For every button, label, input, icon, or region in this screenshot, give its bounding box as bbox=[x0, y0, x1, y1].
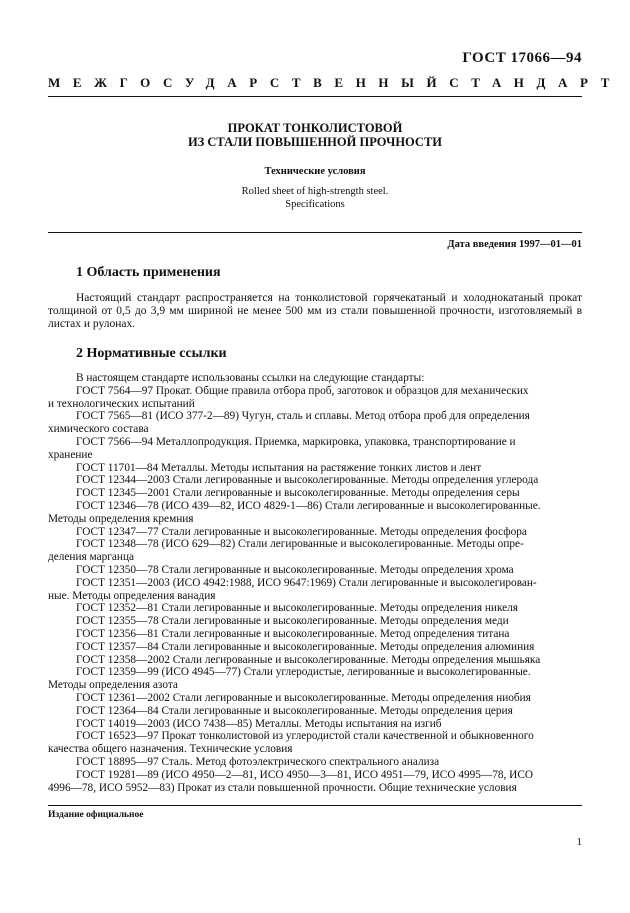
section-1-heading: 1 Область применения bbox=[76, 265, 221, 280]
interstate-word: МЕЖГОСУДАРСТВЕННЫЙ bbox=[48, 75, 450, 90]
reference-line: ГОСТ 12345—2001 Стали легированные и высоколегированные. Методы определения серы bbox=[76, 487, 520, 500]
gost-number: ГОСТ 17066—94 bbox=[462, 50, 582, 66]
reference-line: ГОСТ 12348—78 (ИСО 629—82) Стали легированные и высоколегированные. Методы опре- bbox=[76, 538, 524, 551]
reference-line: 4996—78, ИСО 5952—83) Прокат из стали повышенной прочности. Общие технические условия bbox=[48, 781, 517, 794]
reference-line: деления марганца bbox=[48, 551, 135, 564]
reference-line: ГОСТ 11701—84 Металлы. Методы испытания на растяжение тонких листов и лент bbox=[76, 461, 482, 474]
document-subtitle: Технические условия bbox=[264, 166, 366, 177]
reference-line: ГОСТ 12358—2002 Стали легированные и высоколегированные. Методы определения мышьяка bbox=[76, 653, 541, 666]
reference-line: ГОСТ 16523—97 Прокат тонколистовой из углеродистой стали качественной и обыкновенного bbox=[76, 730, 534, 743]
reference-line: ГОСТ 12356—81 Стали легированные и высоколегированные. Метод определения титана bbox=[76, 627, 510, 640]
reference-line: ГОСТ 12346—78 (ИСО 439—82, ИСО 4829-1—86) Стали легированные и высоколегированные. bbox=[76, 499, 541, 512]
reference-line: ГОСТ 19281—89 (ИСО 4950—2—81, ИСО 4950—3—81, ИСО 4951—79, ИСО 4995—78, ИСО bbox=[76, 768, 534, 781]
reference-line: ные. Методы определения ванадия bbox=[48, 589, 216, 602]
english-title-line-2: Specifications bbox=[285, 199, 345, 210]
reference-line: качества общего назначения. Технические условия bbox=[48, 743, 293, 756]
reference-line: ГОСТ 12364—84 Стали легированные и высоколегированные. Методы определения церия bbox=[76, 704, 513, 717]
reference-line: ГОСТ 7565—81 (ИСО 377-2—89) Чугун, сталь и сплавы. Метод отбора проб для определения bbox=[76, 410, 530, 423]
reference-line: Методы определения кремния bbox=[48, 512, 194, 525]
official-edition-label: Издание официальное bbox=[48, 810, 144, 820]
title-line-2: ИЗ СТАЛИ ПОВЫШЕННОЙ ПРОЧНОСТИ bbox=[187, 135, 443, 149]
reference-line: ГОСТ 12350—78 Стали легированные и высоколегированные. Методы определения хрома bbox=[76, 563, 514, 576]
reference-line: химического состава bbox=[48, 423, 149, 436]
bottom-divider bbox=[48, 805, 582, 806]
standard-header bbox=[48, 75, 623, 91]
english-title bbox=[48, 185, 582, 211]
english-title-line-1: Rolled sheet of high-strength steel. bbox=[241, 186, 389, 197]
reference-line: ГОСТ 12347—77 Стали легированные и высоколегированные. Методы определения фосфора bbox=[76, 525, 527, 538]
reference-line: ГОСТ 12359—99 (ИСО 4945—77) Стали углеродистые, легированные и высоколегированные. bbox=[76, 666, 531, 679]
section-1-text: Настоящий стандарт распространяется на тонколистовой горячекатаный и холоднокатаный прокат толщиной от 0,5 до 3,9 мм шириной не менее 500 мм из стали повышенной прочности, изготовляемый в листах и рулонах. bbox=[48, 292, 582, 330]
reference-line: ГОСТ 12352—81 Стали легированные и высоколегированные. Методы определения никеля bbox=[76, 602, 518, 615]
reference-line: ГОСТ 18895—97 Сталь. Метод фотоэлектрического спектрального анализа bbox=[76, 755, 440, 768]
reference-line: ГОСТ 12361—2002 Стали легированные и высоколегированные. Методы определения ниобия bbox=[76, 691, 531, 704]
reference-line: и технологических испытаний bbox=[48, 397, 195, 410]
standard-word: СТАНДАРТ bbox=[449, 75, 623, 90]
reference-line: ГОСТ 12344—2003 Стали легированные и высоколегированные. Методы определения углерода bbox=[76, 474, 539, 487]
reference-line: хранение bbox=[48, 448, 93, 461]
reference-line: ГОСТ 12357—84 Стали легированные и высоколегированные. Методы определения алюминия bbox=[76, 640, 535, 653]
references-list bbox=[48, 372, 582, 794]
title-divider bbox=[48, 232, 582, 233]
top-divider bbox=[48, 96, 582, 97]
reference-line: ГОСТ 14019—2003 (ИСО 7438—85) Металлы. Методы испытания на изгиб bbox=[76, 717, 442, 730]
page-number: 1 bbox=[576, 836, 582, 848]
reference-line: ГОСТ 7566—94 Металлопродукция. Приемка, маркировка, упаковка, транспортирование и bbox=[76, 435, 516, 448]
document-title bbox=[48, 121, 582, 149]
section-2-heading: 2 Нормативные ссылки bbox=[76, 346, 227, 361]
title-line-1: ПРОКАТ ТОНКОЛИСТОВОЙ bbox=[227, 121, 403, 135]
reference-line: Методы определения азота bbox=[48, 679, 178, 692]
reference-line: В настоящем стандарте использованы ссылки на следующие стандарты: bbox=[76, 372, 425, 384]
reference-line: ГОСТ 12351—2003 (ИСО 4942:1988, ИСО 9647:1969) Стали легированные и высоколегирован- bbox=[76, 576, 537, 589]
introduction-date: Дата введения 1997—01—01 bbox=[447, 239, 582, 250]
reference-line: ГОСТ 12355—78 Стали легированные и высоколегированные. Методы определения меди bbox=[76, 615, 509, 628]
reference-line: ГОСТ 7564—97 Прокат. Общие правила отбора проб, заготовок и образцов для механических bbox=[76, 384, 529, 397]
